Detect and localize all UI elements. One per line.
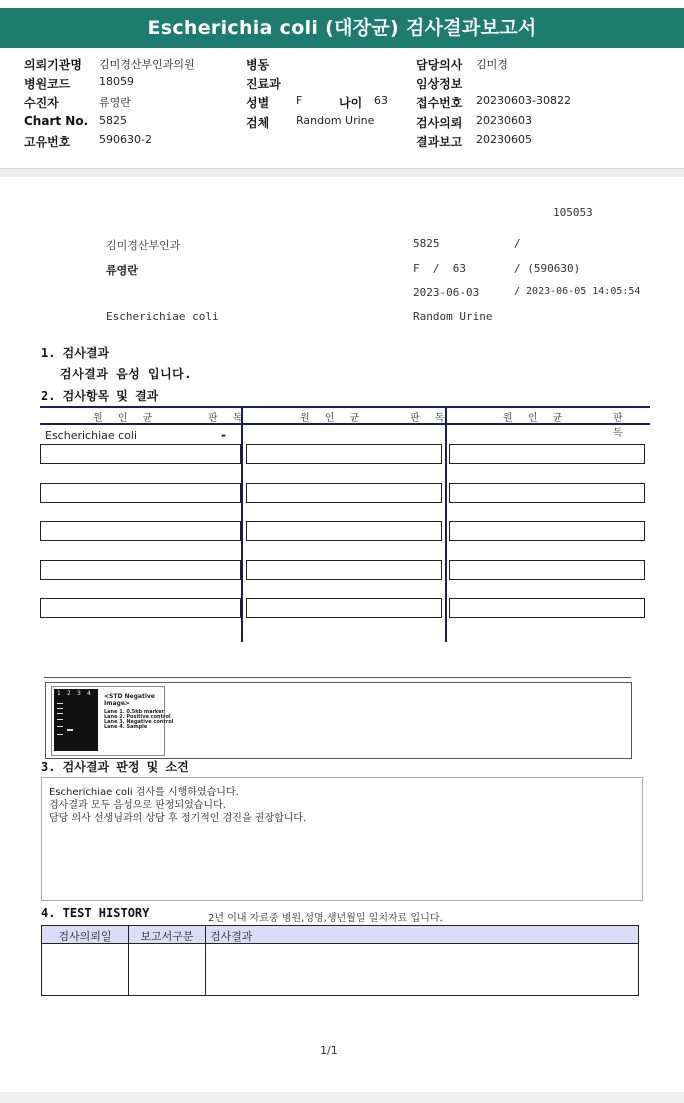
gel-band: [57, 719, 63, 720]
gel-image-frame: [45, 682, 632, 759]
value-unique-id: 590630-2: [99, 133, 152, 146]
col-header-organism-2: 원 인 균: [300, 413, 366, 424]
info-hospital: 김미경산부인과: [106, 239, 181, 252]
col-header-judge-3: 판 독: [613, 413, 629, 439]
value-chart-no: 5825: [99, 114, 127, 127]
result-cell: [40, 444, 241, 464]
result-cell: [449, 598, 645, 618]
header-info: [0, 50, 684, 168]
gel-band: [67, 729, 73, 731]
label-chart-no: Chart No.: [24, 114, 89, 128]
value-attending-doctor: 김미경: [476, 58, 508, 71]
info-date-request: 2023-06-03: [413, 286, 480, 299]
result-cell: [449, 521, 645, 541]
label-requesting-institution: 의뢰기관명: [24, 58, 82, 72]
header-separator: [0, 168, 684, 177]
label-sex: 성별: [246, 96, 270, 110]
results-table: [40, 406, 650, 642]
label-age: 나이: [339, 96, 363, 110]
history-col-result: 검사결과: [210, 930, 253, 943]
label-ward: 병동: [246, 58, 270, 72]
section-3-title: 3. 검사결과 판정 및 소견: [41, 760, 189, 774]
label-attending-doctor: 담당의사: [416, 58, 463, 72]
history-table: [41, 925, 639, 996]
result-cell: [246, 444, 442, 464]
info-organism: Escherichiae coli: [106, 310, 219, 323]
gel-title: <STD Negative Image>: [104, 693, 155, 707]
value-result-report: 20230605: [476, 133, 532, 146]
label-specimen: 검체: [246, 116, 270, 130]
result-cell: [449, 560, 645, 580]
history-col-request-date: 검사의뢰일: [58, 930, 112, 943]
info-slash: /: [514, 237, 521, 250]
result-cell: [246, 521, 442, 541]
gel-legend-4: Lane 4. Sample: [104, 724, 148, 730]
opinion-box: [41, 777, 643, 901]
info-specimen: Random Urine: [413, 310, 493, 323]
result-cell: [449, 483, 645, 503]
table-col-divider-1: [241, 406, 243, 642]
info-sex-age: F / 63: [413, 262, 466, 275]
section-1-title: 1. 검사결과: [41, 346, 110, 360]
gel-photo: [54, 689, 98, 751]
result-cell: [40, 483, 241, 503]
col-header-organism-3: 원 인 균: [503, 413, 569, 424]
col-header-organism-1: 원 인 균: [93, 413, 159, 424]
gel-lane-label-4: 4: [87, 690, 91, 697]
info-patient: 류영란: [106, 264, 138, 277]
gel-band: [57, 713, 63, 714]
table-col-divider-2: [445, 406, 447, 642]
value-age: 63: [374, 94, 388, 107]
gel-band: [57, 708, 63, 709]
section-4-title: 4. TEST HISTORY: [41, 906, 150, 920]
result-cell: [246, 483, 442, 503]
row-judge: -: [221, 428, 226, 442]
value-patient: 류영란: [99, 96, 131, 109]
label-patient: 수진자: [24, 96, 59, 110]
result-cell: [40, 560, 241, 580]
col-header-judge-2: 판 독: [410, 413, 451, 424]
page-number: 1/1: [320, 1044, 338, 1057]
gel-legend-1: Lane 1. 0.5kb marker: [104, 709, 164, 715]
report-code: 105053: [553, 206, 593, 219]
section-1-result: 검사결과 음성 입니다.: [60, 367, 193, 381]
label-department: 진료과: [246, 77, 281, 91]
value-hospital-code: 18059: [99, 75, 134, 88]
value-test-request: 20230603: [476, 114, 532, 127]
bottom-band: [0, 1092, 684, 1103]
label-test-request: 검사의뢰: [416, 116, 463, 130]
info-id: / (590630): [514, 262, 581, 275]
info-chart: 5825: [413, 237, 440, 250]
value-sex: F: [296, 94, 303, 107]
gel-lane-label-2: 2: [67, 690, 71, 697]
value-requesting-institution: 김미경산부인과의원: [99, 58, 195, 71]
gel-lane-label-1: 1: [57, 690, 61, 697]
label-unique-id: 고유번호: [24, 135, 71, 149]
gel-legend-2: Lane 2. Positive control: [104, 714, 171, 720]
section-2-title: 2. 검사항목 및 결과: [41, 389, 159, 403]
gel-band: [57, 703, 63, 704]
opinion-line-2: 검사결과 모두 음성으로 판정되었습니다.: [49, 800, 226, 811]
history-col-divider-2: [205, 926, 206, 995]
history-col-report-type: 보고서구분: [140, 930, 194, 943]
col-header-judge-1: 판 독: [208, 413, 249, 424]
info-date-report: / 2023-06-05 14:05:54: [514, 286, 641, 297]
value-specimen: Random Urine: [296, 114, 375, 127]
gel-image: [51, 686, 174, 756]
value-receipt-no: 20230603-30822: [476, 94, 571, 107]
result-cell: [246, 560, 442, 580]
result-cell: [449, 444, 645, 464]
result-cell: [246, 598, 442, 618]
label-clinical-info: 임상정보: [416, 77, 463, 91]
opinion-line-3: 담당 의사 선생님과의 상담 후 정기적인 검진을 권장합니다.: [49, 813, 307, 824]
label-result-report: 결과보고: [416, 135, 463, 149]
table-top-rule: [40, 406, 650, 408]
label-hospital-code: 병원코드: [24, 77, 71, 91]
divider-line: [44, 677, 631, 678]
section-4-note: 2년 이내 자료중 병원,성명,생년월일 일치자료 입니다.: [208, 913, 443, 924]
row-organism: Escherichiae coli: [45, 429, 138, 442]
gel-lane-label-3: 3: [77, 690, 81, 697]
opinion-line-1: Escherichiae coli 검사를 시행하였습니다.: [49, 787, 239, 798]
gel-band: [57, 734, 63, 735]
report-title: Escherichia coli (대장균) 검사결과보고서: [0, 8, 684, 48]
label-receipt-no: 접수번호: [416, 96, 463, 110]
result-cell: [40, 598, 241, 618]
result-cell: [40, 521, 241, 541]
gel-band: [57, 726, 63, 727]
gel-legend-3: Lane 3. Negative control: [104, 719, 174, 725]
